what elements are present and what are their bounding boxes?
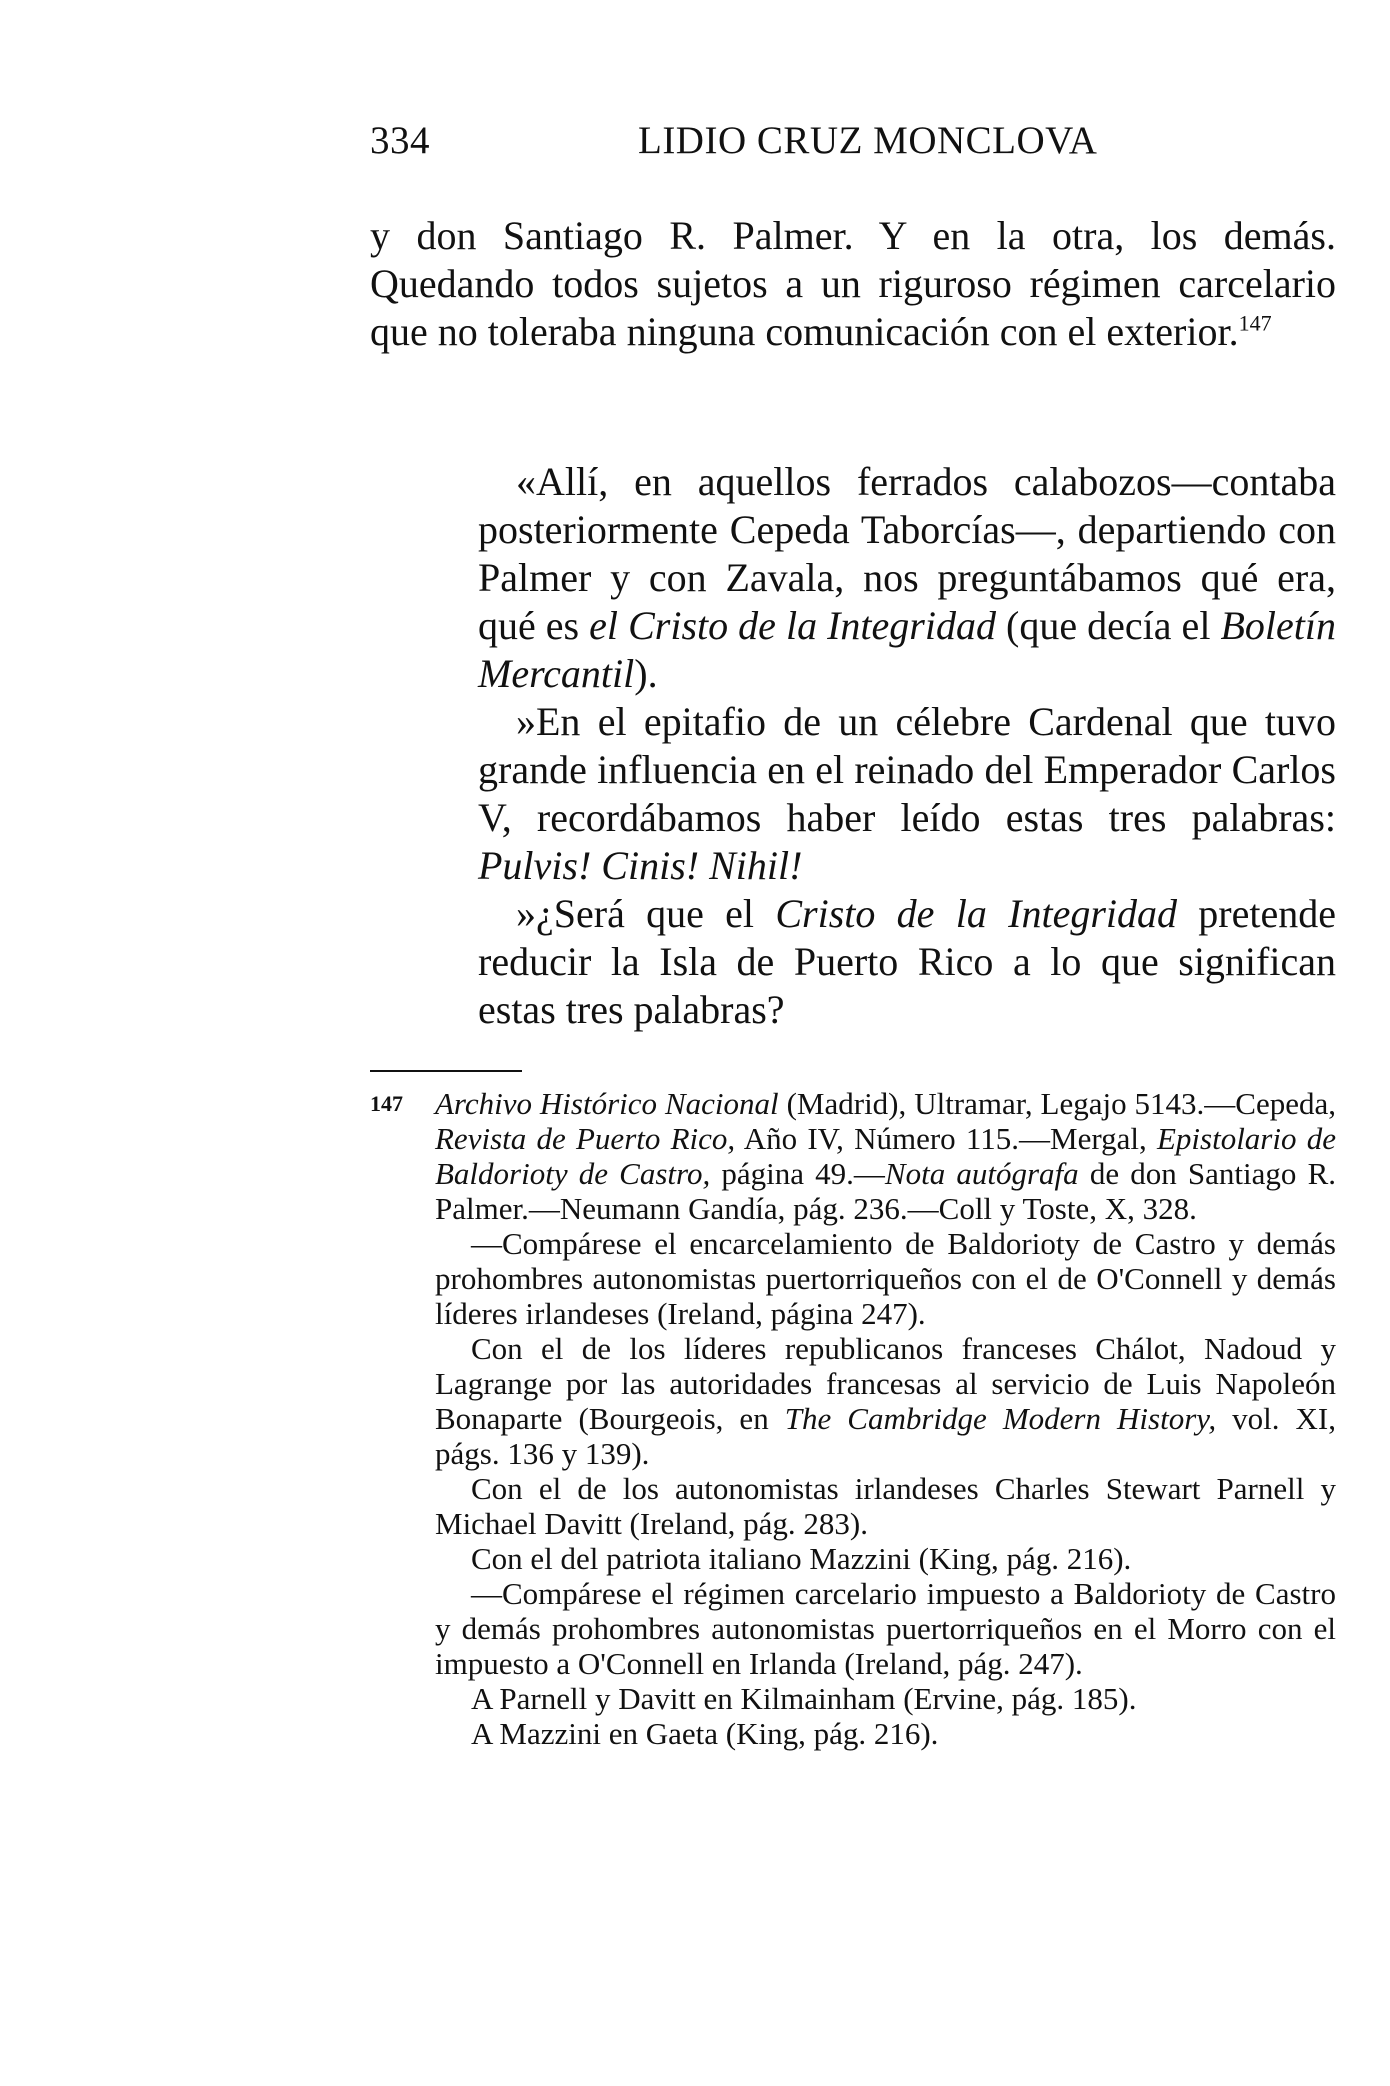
quote-text: pretende reducir la Isla de Puerto Rico a lo que significan estas tres palabras? bbox=[478, 891, 1337, 1032]
footnote-text: Con el de los líderes republicanos franceses Chálot, Nadoud y Lagrange por las autoridades francesas al servicio de Luis Napoleón Bonaparte (Bourgeois, en bbox=[435, 1331, 1336, 1436]
footnote-paragraph bbox=[370, 1331, 1336, 1471]
footnote-text: Año IV, Número 115.—Mergal, bbox=[735, 1121, 1157, 1156]
quote-italic: Pulvis! Cinis! Nihil! bbox=[478, 843, 803, 888]
page-number: 334 bbox=[370, 119, 430, 162]
quote-text: »En el epitafio de un célebre Cardenal que tuvo grande influencia en el reinado del Emperador Carlos V, recordábamos haber leído estas tres palabras: bbox=[478, 699, 1336, 840]
footnote-italic: Nota autógrafa bbox=[884, 1156, 1079, 1191]
footnotes bbox=[370, 1086, 1336, 1751]
footnote-paragraph: Con el de los autonomistas irlandeses Charles Stewart Parnell y Michael Davitt (Ireland, pág. 283). bbox=[435, 1471, 1336, 1541]
quote-text: »¿Será que el bbox=[516, 891, 776, 936]
quote-text: (que decía el bbox=[995, 603, 1221, 648]
footnote-147 bbox=[370, 1086, 1336, 1226]
footnote-italic: The Cambridge Modern History, bbox=[784, 1401, 1217, 1436]
intro-paragraph bbox=[370, 212, 1336, 356]
footnote-italic: Epistolario de Baldorioty de Castro, bbox=[435, 1121, 1336, 1191]
body-paragraph bbox=[370, 212, 1336, 356]
running-title: LIDIO CRUZ MONCLOVA bbox=[638, 119, 1098, 162]
footnote-divider bbox=[370, 1070, 522, 1072]
footnote-italic: Archivo Histórico Nacional bbox=[435, 1086, 779, 1121]
footnote-paragraph: A Parnell y Davitt en Kilmainham (Ervine, pág. 185). bbox=[471, 1681, 1137, 1716]
footnote-paragraph: Con el del patriota italiano Mazzini (King, pág. 216). bbox=[471, 1541, 1132, 1576]
intro-text: y don Santiago R. Palmer. Y en la otra, los demás. Quedando todos sujetos a un riguroso régimen carcelario que no toleraba ninguna comunicación con el exterior. bbox=[370, 213, 1336, 354]
quote-paragraph-3 bbox=[478, 890, 1336, 1034]
footnote-paragraph: —Compárese el régimen carcelario impuesto a Baldorioty de Castro y demás prohombres autonomistas puertorriqueños en el Morro con el impuesto a O'Connell en Irlanda (Ireland, pág. 247). bbox=[435, 1576, 1336, 1681]
footnote-text: de don Santiago R. Palmer.—Neumann Gandía, pág. 236.—Coll y Toste, X, 328. bbox=[435, 1156, 1336, 1226]
quote-text: ). bbox=[634, 651, 658, 696]
footnote-italic: Revista de Puerto Rico, bbox=[435, 1121, 736, 1156]
footnote-reference: 147 bbox=[1238, 310, 1272, 336]
footnote-paragraph: —Compárese el encarcelamiento de Baldorioty de Castro y demás prohombres autonomistas puertorriqueños con el de O'Connell y demás líderes irlandeses (Ireland, página 247). bbox=[435, 1226, 1336, 1331]
footnote-text: página 49.— bbox=[710, 1156, 885, 1191]
block-quote bbox=[478, 458, 1336, 1034]
footnote-marker: 147 bbox=[370, 1091, 403, 1116]
quote-italic: el Cristo de la Integridad bbox=[589, 603, 996, 648]
quote-paragraph-1 bbox=[478, 458, 1336, 698]
footnote-text: vol. XI, págs. 136 y 139). bbox=[435, 1401, 1336, 1471]
footnote-text: (Madrid), Ultramar, Legajo 5143.—Cepeda, bbox=[778, 1086, 1337, 1121]
footnote-paragraph: A Mazzini en Gaeta (King, pág. 216). bbox=[471, 1716, 939, 1751]
quote-italic: Cristo de la Integridad bbox=[775, 891, 1178, 936]
quote-italic: Boletín Mercantil bbox=[478, 603, 1337, 696]
quote-paragraph-2 bbox=[478, 698, 1336, 890]
quote-text: «Allí, en aquellos ferrados calabozos—contaba posteriormente Cepeda Taborcías—, departiendo con Palmer y con Zavala, nos preguntábamos qué era, qué es bbox=[478, 459, 1336, 648]
